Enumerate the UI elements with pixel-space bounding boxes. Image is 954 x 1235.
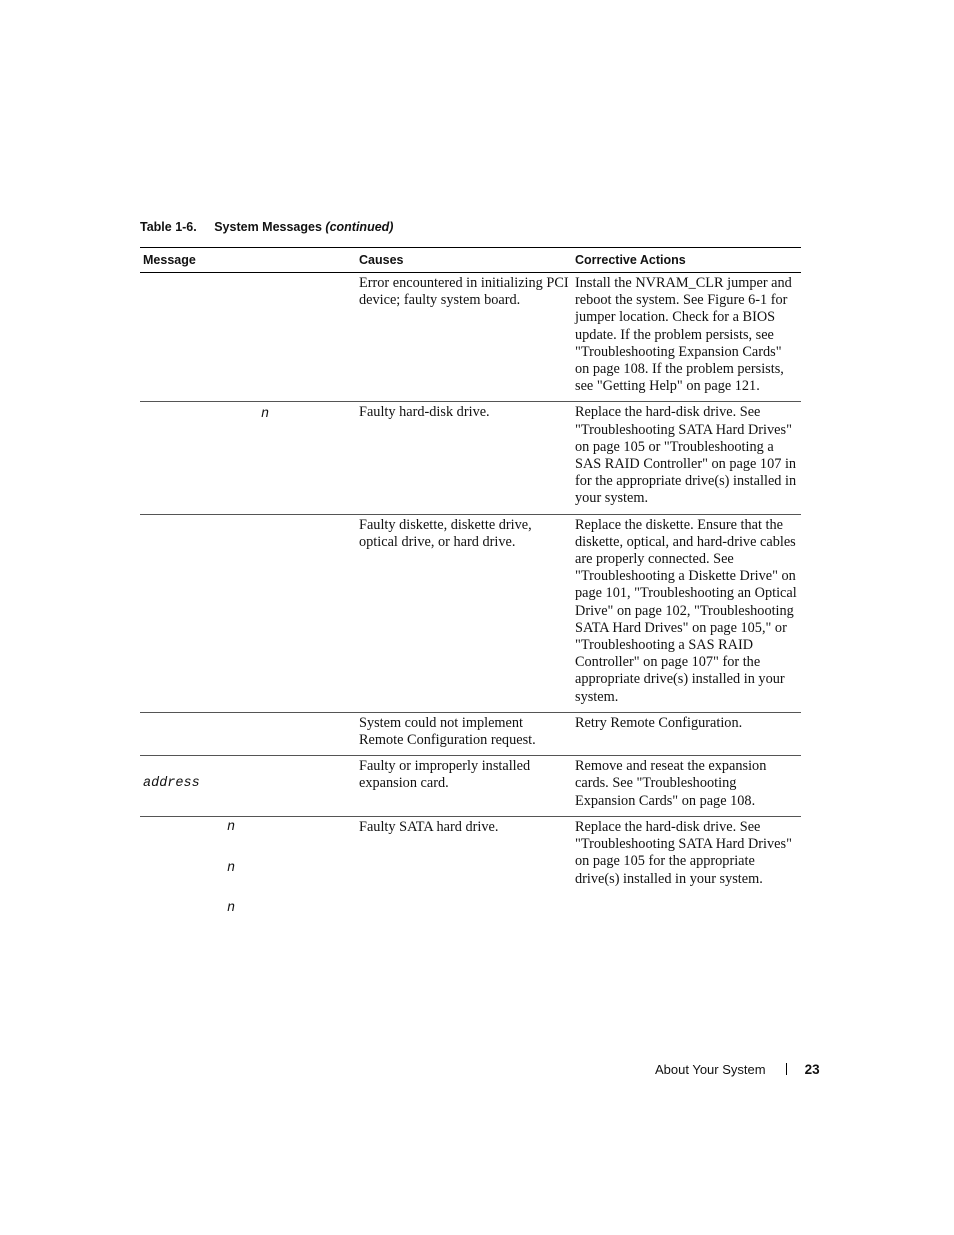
message-variable: n <box>227 900 236 916</box>
table-title: System Messages <box>214 220 322 234</box>
header-corrective-actions: Corrective Actions <box>572 248 801 273</box>
cause-cell: Faulty diskette, diskette drive, optical drive, or hard drive. <box>356 514 572 712</box>
message-cell <box>140 402 356 514</box>
table-continued: (continued) <box>325 220 394 234</box>
action-cell: Retry Remote Configuration. <box>572 712 801 755</box>
footer-section-title: About Your System <box>655 1062 766 1077</box>
table-row <box>140 712 801 755</box>
message-cell <box>140 712 356 755</box>
table-row <box>140 273 801 402</box>
table-row <box>140 756 801 817</box>
table-caption <box>140 220 393 234</box>
system-messages-table <box>140 247 801 926</box>
header-causes: Causes <box>356 248 572 273</box>
cause-cell: Faulty hard-disk drive. <box>356 402 572 514</box>
message-cell <box>140 816 356 926</box>
page-number: 23 <box>804 1062 820 1077</box>
message-cell <box>140 756 356 817</box>
message-variable: n <box>227 819 236 835</box>
table-row <box>140 514 801 712</box>
action-cell: Install the NVRAM_CLR jumper and reboot the system. See Figure 6-1 for jumper location. Check for a BIOS update. If the problem persists, see "Troubleshooting Expansion Cards" on page 108. If the problem persists, see "Getting Help" on page 121. <box>572 273 801 402</box>
cause-cell: System could not implement Remote Configuration request. <box>356 712 572 755</box>
page-footer <box>655 1062 820 1077</box>
message-variable: n <box>261 407 270 423</box>
table-row <box>140 816 801 926</box>
message-variable: n <box>227 860 236 876</box>
message-variable: address <box>143 776 200 792</box>
header-message: Message <box>140 248 356 273</box>
cause-cell: Faulty or improperly installed expansion card. <box>356 756 572 817</box>
message-cell <box>140 514 356 712</box>
cause-cell: Error encountered in initializing PCI device; faulty system board. <box>356 273 572 402</box>
footer-divider <box>786 1063 787 1075</box>
table-row <box>140 402 801 514</box>
table-number: Table 1-6. <box>140 220 197 234</box>
action-cell: Remove and reseat the expansion cards. See "Troubleshooting Expansion Cards" on page 108. <box>572 756 801 817</box>
cause-cell: Faulty SATA hard drive. <box>359 818 499 835</box>
action-cell: Replace the hard-disk drive. See "Troubleshooting SATA Hard Drives" on page 105 or "Troubleshooting a SAS RAID Controller" on page 107 in for the appropriate drive(s) installed in your system. <box>572 402 801 514</box>
action-cell: Replace the diskette. Ensure that the diskette, optical, and hard-drive cables are properly connected. See "Troubleshooting a Diskette Drive" on page 101, "Troubleshooting an Optical Drive" on page 102, "Troubleshooting SATA Hard Drives" on page 105," or "Troubleshooting a SAS RAID Controller" on page 107" for the appropriate drive(s) installed in your system. <box>572 514 801 712</box>
table-header-row <box>140 248 801 273</box>
message-cell <box>140 273 356 402</box>
action-cell: Replace the hard-disk drive. See "Troubleshooting SATA Hard Drives" on page 105 for the appropriate drive(s) installed in your system. <box>575 818 792 887</box>
